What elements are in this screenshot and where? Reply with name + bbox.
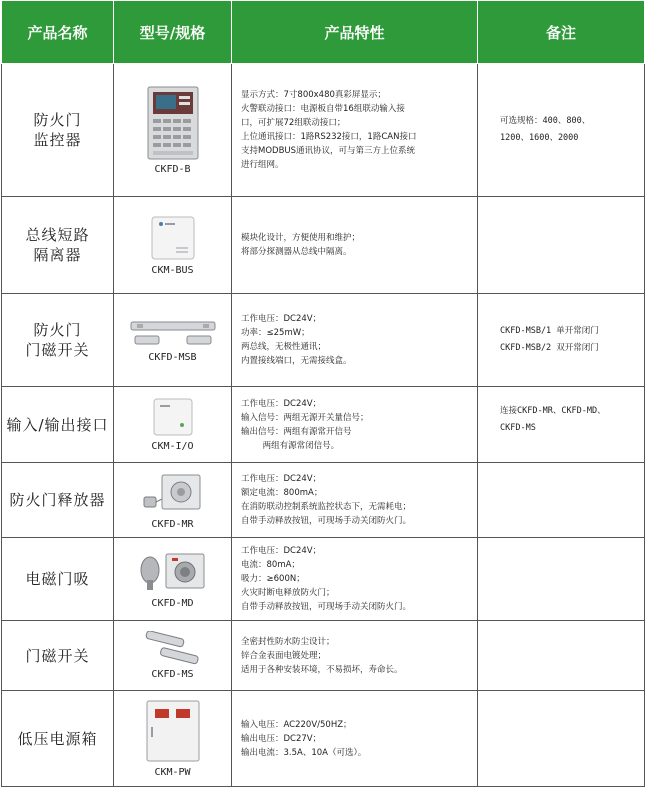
note-line: 连接CKFD-MR、CKFD-MD、 xyxy=(500,406,606,416)
product-name-line: 门磁开关 xyxy=(25,341,90,359)
model-cell xyxy=(114,621,232,691)
note-line: CKFD-MS xyxy=(500,423,536,433)
feature-line: 输入电压：AC220V/50HZ； xyxy=(241,719,352,730)
header-notes: 备注 xyxy=(478,1,645,64)
features-cell xyxy=(232,387,478,463)
product-name-line: 输入/输出接口 xyxy=(6,415,109,434)
product-name-line: 防火门 xyxy=(33,321,82,339)
model-label: CKFD-B xyxy=(154,163,191,175)
features-cell xyxy=(232,197,478,294)
features-cell xyxy=(232,294,478,387)
product-name-line: 防火门释放器 xyxy=(9,491,106,509)
feature-line: 两组有源常闭信号。 xyxy=(241,440,340,451)
feature-line: 输出电压：DC27V； xyxy=(241,733,322,744)
notes-cell xyxy=(478,294,645,387)
feature-line: 火灾时断电释放防火门； xyxy=(241,588,335,598)
table-row xyxy=(2,387,645,463)
product-name-cell xyxy=(2,463,114,538)
electromagnetic-door-holder-icon xyxy=(138,550,208,594)
product-name-line: 监控器 xyxy=(33,131,82,149)
product-name-cell xyxy=(2,64,114,197)
power-supply-cabinet-icon xyxy=(145,699,201,763)
product-name-cell xyxy=(2,538,114,621)
model-cell xyxy=(114,691,232,787)
feature-line: 工作电压：DC24V； xyxy=(241,314,322,324)
notes-cell xyxy=(478,691,645,787)
notes-cell xyxy=(478,463,645,538)
bus-isolator-module-icon xyxy=(150,215,196,261)
feature-line: 电流：80mA； xyxy=(241,560,300,570)
model-label: CKM-PW xyxy=(154,767,191,778)
feature-line: 显示方式：7寸800x480真彩屏显示； xyxy=(241,90,386,100)
io-interface-module-icon xyxy=(152,397,194,437)
feature-line: 两总线，无极性通讯； xyxy=(241,342,327,352)
feature-line: 火警联动接口：电源板自带16组联动输入接 xyxy=(241,104,405,114)
features-cell xyxy=(232,621,478,691)
feature-line: 口，可扩展72组联动接口； xyxy=(241,118,346,128)
feature-line: 上位通讯接口：1路RS232接口，1路CAN接口 xyxy=(241,132,417,142)
feature-line: 将部分探测器从总线中隔离。 xyxy=(241,247,352,257)
door-contact-switch-icon xyxy=(138,631,208,665)
table-row xyxy=(2,64,645,197)
model-label: CKFD-MSB xyxy=(148,351,197,363)
feature-line: 输入信号：两组无源开关量信号； xyxy=(241,412,369,423)
feature-line: 吸力：≥600N； xyxy=(241,574,305,584)
table-row xyxy=(2,463,645,538)
feature-line: 自带手动释放按钮，可现场手动关闭防火门。 xyxy=(241,602,412,612)
feature-line: 适用于各种安装环境，不易损坏，寿命长。 xyxy=(241,664,403,675)
product-name-cell xyxy=(2,691,114,787)
note-line: 1200、1600、2000 xyxy=(500,133,579,143)
model-label: CKM-I/O xyxy=(151,441,194,452)
fire-door-monitor-panel-icon xyxy=(147,86,199,160)
product-name-line: 隔离器 xyxy=(33,246,82,264)
feature-line: 模块化设计，方便使用和维护； xyxy=(241,233,361,243)
features-cell xyxy=(232,64,478,197)
model-cell xyxy=(114,64,232,197)
feature-line: 工作电压：DC24V； xyxy=(241,546,322,556)
table-row xyxy=(2,197,645,294)
features-cell xyxy=(232,463,478,538)
notes-cell xyxy=(478,387,645,463)
features-cell xyxy=(232,538,478,621)
header-model: 型号/规格 xyxy=(114,1,232,64)
header-features: 产品特性 xyxy=(232,1,478,64)
feature-line: 全密封性防水防尘设计； xyxy=(241,636,335,647)
model-label: CKFD-MR xyxy=(151,518,194,530)
table-row xyxy=(2,294,645,387)
model-label: CKFD-MD xyxy=(151,597,194,609)
product-name-cell xyxy=(2,294,114,387)
notes-cell xyxy=(478,538,645,621)
product-name-line: 防火门 xyxy=(33,111,82,129)
product-name-line: 低压电源箱 xyxy=(17,729,98,748)
feature-line: 输出电流：3.5A、10A（可选）。 xyxy=(241,747,367,758)
notes-cell xyxy=(478,621,645,691)
product-name-line: 电磁门吸 xyxy=(25,570,90,588)
product-name-line: 总线短路 xyxy=(25,226,90,244)
table-row xyxy=(2,538,645,621)
product-name-cell xyxy=(2,197,114,294)
feature-line: 进行组网。 xyxy=(241,160,284,170)
model-cell xyxy=(114,197,232,294)
model-cell xyxy=(114,538,232,621)
door-magnetic-switch-bar-icon xyxy=(129,318,217,348)
feature-line: 锌合金表面电镀处理； xyxy=(241,650,327,661)
note-line: CKFD-MSB/1 单开常闭门 xyxy=(500,326,599,336)
notes-cell xyxy=(478,197,645,294)
feature-line: 功率：≤25mW； xyxy=(241,328,310,338)
model-cell xyxy=(114,463,232,538)
feature-line: 自带手动释放按钮，可现场手动关闭防火门。 xyxy=(241,516,412,526)
feature-line: 内置接线端口，无需接线盒。 xyxy=(241,356,352,366)
feature-line: 工作电压：DC24V； xyxy=(241,398,322,409)
model-cell xyxy=(114,387,232,463)
feature-line: 输出信号：两组有源常开信号 xyxy=(241,426,352,437)
model-label: CKFD-MS xyxy=(151,669,194,680)
feature-line: 支持MODBUS通讯协议，可与第三方上位系统 xyxy=(241,146,416,156)
features-cell xyxy=(232,691,478,787)
feature-line: 工作电压：DC24V； xyxy=(241,474,322,484)
feature-line: 在消防联动控制系统监控状态下，无需耗电； xyxy=(241,502,412,512)
note-line: CKFD-MSB/2 双开常闭门 xyxy=(500,343,599,353)
model-cell xyxy=(114,294,232,387)
table-row xyxy=(2,691,645,787)
notes-cell xyxy=(478,64,645,197)
product-name-cell xyxy=(2,621,114,691)
model-label: CKM-BUS xyxy=(151,264,194,276)
fire-door-release-icon xyxy=(142,471,204,515)
product-table xyxy=(1,0,645,787)
product-name-line: 门磁开关 xyxy=(25,646,90,665)
product-name-cell xyxy=(2,387,114,463)
header-row xyxy=(2,1,645,64)
table-row xyxy=(2,621,645,691)
header-name: 产品名称 xyxy=(2,1,114,64)
note-line: 可选规格：400、800、 xyxy=(500,116,591,126)
feature-line: 额定电流：800mA； xyxy=(241,488,323,498)
